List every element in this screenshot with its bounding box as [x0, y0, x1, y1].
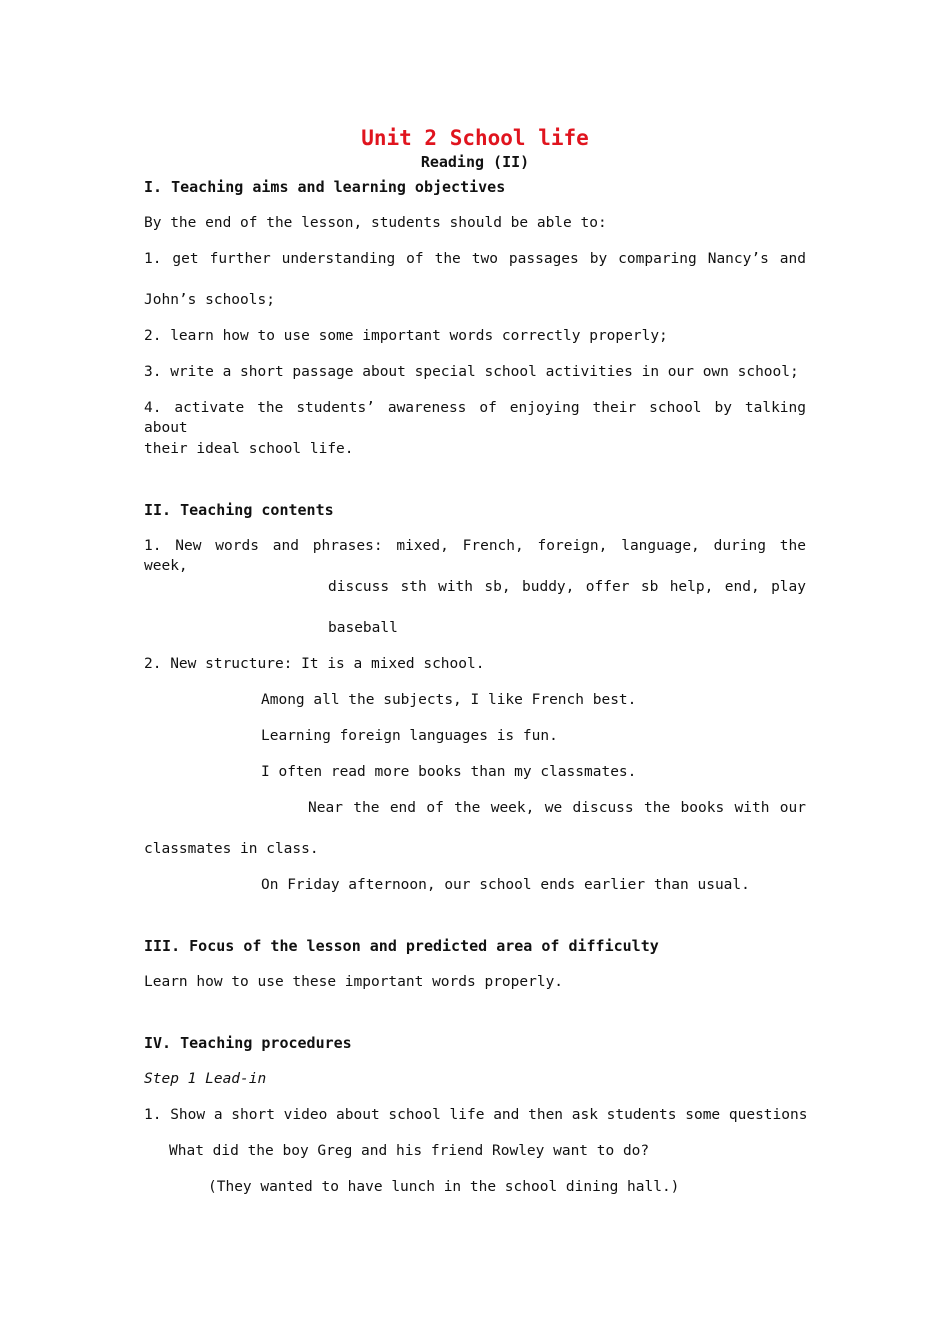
- document-title: Unit 2 School life: [361, 126, 589, 150]
- section-1-item-3: 3. write a short passage about special school activities in our own school;: [144, 364, 799, 380]
- section-2-heading: II. Teaching contents: [144, 501, 334, 519]
- step-1-answer: (They wanted to have lunch in the school dining hall.): [208, 1179, 680, 1195]
- structure-sentence-5: On Friday afternoon, our school ends earlier than usual.: [261, 877, 750, 893]
- section-1-item-4-line-2: their ideal school life.: [144, 441, 354, 457]
- section-2-item-1-line-1: 1. New words and phrases: mixed, French, foreign, language, during the week,: [144, 538, 806, 574]
- step-1-item-1: 1. Show a short video about school life and then ask students some questions: [144, 1107, 808, 1123]
- structure-sentence-4-line-1: Near the end of the week, we discuss the books with our: [308, 800, 806, 816]
- step-1-question: What did the boy Greg and his friend Rowley want to do?: [169, 1143, 650, 1159]
- section-4-heading: IV. Teaching procedures: [144, 1034, 352, 1052]
- section-2-item-1-line-3: baseball: [328, 620, 398, 636]
- structure-sentence-3: I often read more books than my classmates.: [261, 764, 637, 780]
- section-1-item-1-line-1: 1. get further understanding of the two passages by comparing Nancy’s and: [144, 251, 806, 267]
- section-1-item-2: 2. learn how to use some important words correctly properly;: [144, 328, 668, 344]
- structure-sentence-2: Learning foreign languages is fun.: [261, 728, 558, 744]
- section-3-text: Learn how to use these important words properly.: [144, 974, 564, 990]
- section-1-item-1-line-2: John’s schools;: [144, 292, 275, 308]
- section-2-item-1-line-2: discuss sth with sb, buddy, offer sb help, end, play: [328, 579, 806, 595]
- document-subtitle: Reading (II): [420, 153, 530, 171]
- section-1-item-4-line-1: 4. activate the students’ awareness of enjoying their school by talking about: [144, 400, 806, 436]
- section-1-intro: By the end of the lesson, students should be able to:: [144, 215, 607, 231]
- section-3-heading: III. Focus of the lesson and predicted area of difficulty: [144, 937, 659, 955]
- step-1-heading: Step 1 Lead-in: [144, 1071, 267, 1087]
- structure-sentence-4-line-2: classmates in class.: [144, 841, 319, 857]
- section-1-heading: I. Teaching aims and learning objectives: [144, 178, 506, 196]
- structure-sentence-1: Among all the subjects, I like French best.: [261, 692, 637, 708]
- section-2-item-2: 2. New structure: It is a mixed school.: [144, 656, 485, 672]
